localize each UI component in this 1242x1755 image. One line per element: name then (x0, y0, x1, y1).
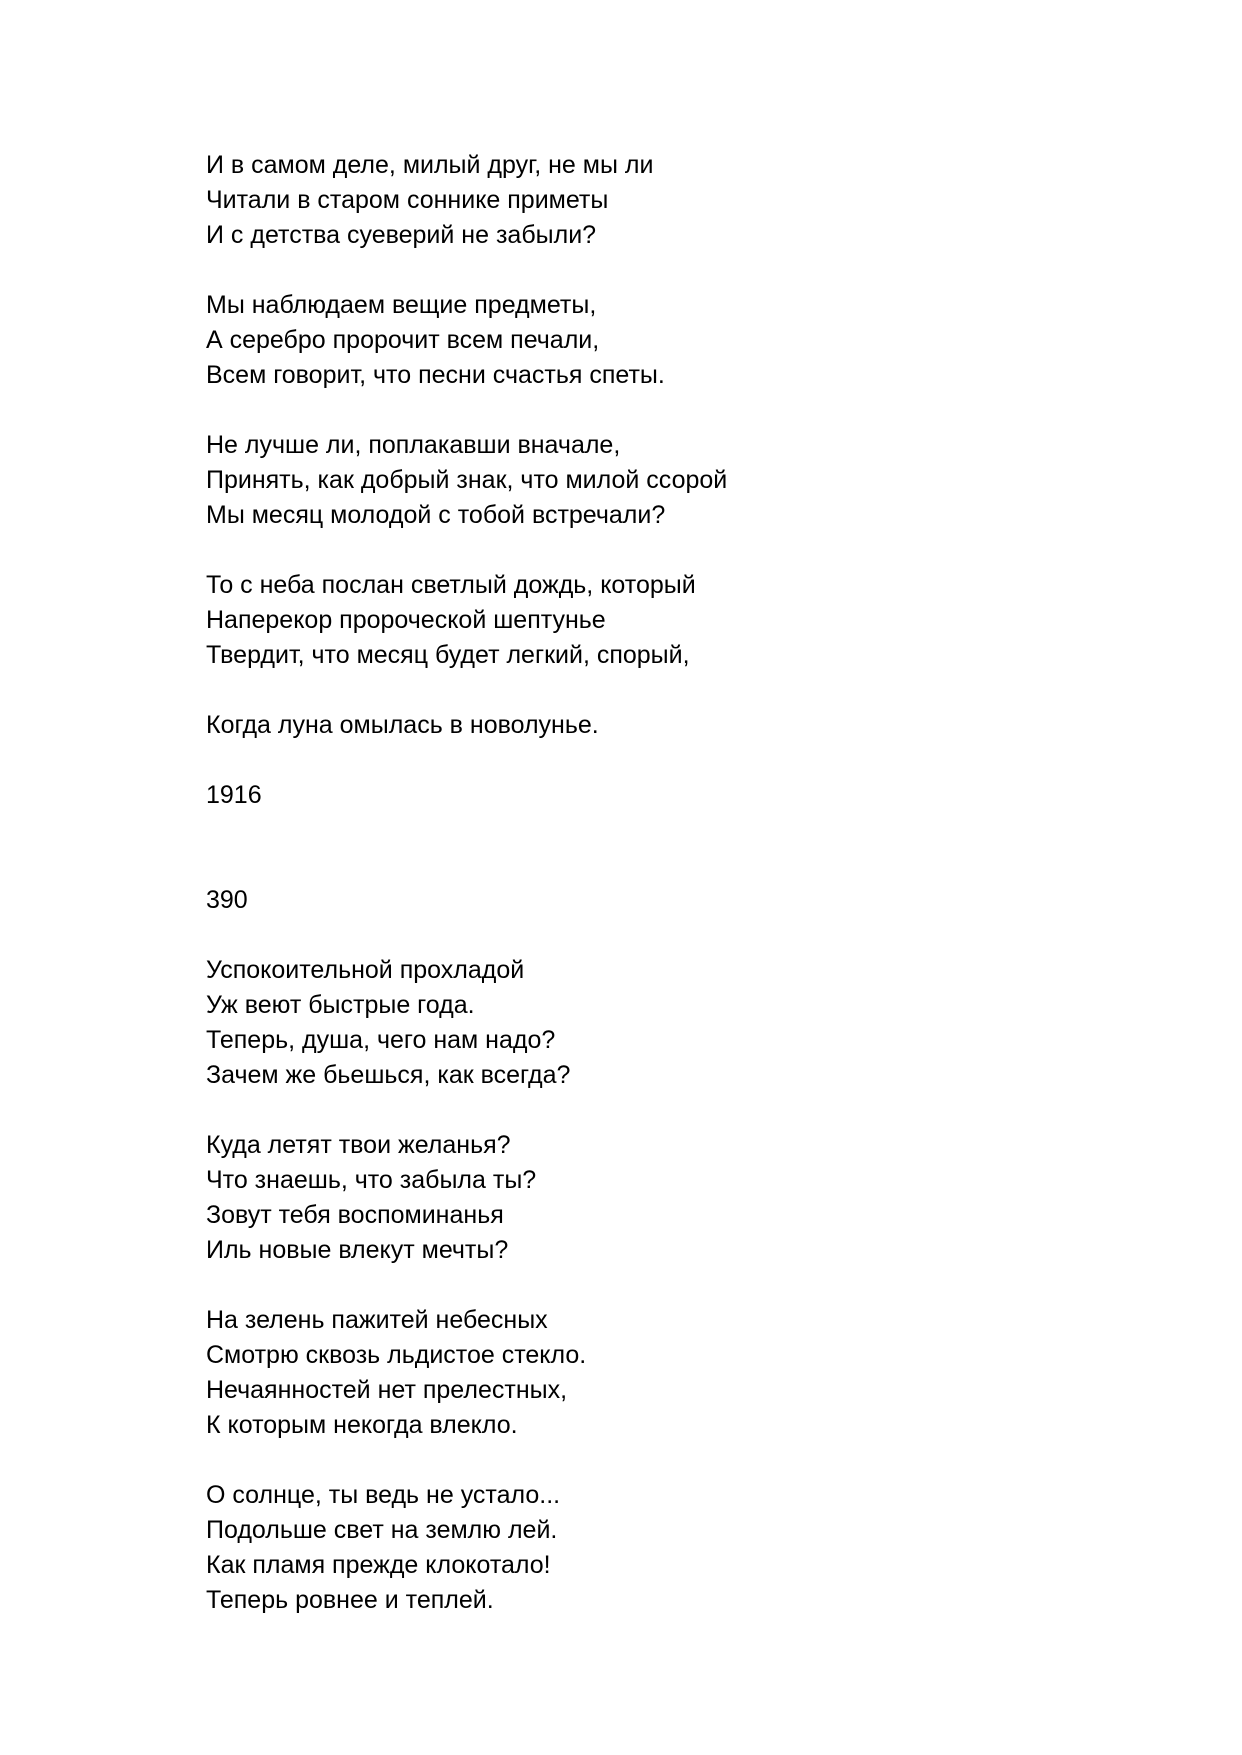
verse-line: Нечаянностей нет прелестных, (206, 1376, 568, 1404)
poem2-stanza-3 (206, 1303, 1106, 1443)
verse-line: То с неба послан светлый дождь, который (206, 571, 696, 599)
verse-line: О солнце, ты ведь не устало... (206, 1481, 561, 1509)
verse-line: Зачем же бьешься, как всегда? (206, 1061, 571, 1089)
verse-line: Когда луна омылась в новолунье. (206, 711, 599, 739)
verse-line: Смотрю сквозь льдистое стекло. (206, 1341, 587, 1369)
verse-line: К которым некогда влекло. (206, 1411, 518, 1439)
poem2-stanza-1 (206, 953, 1106, 1093)
verse-line: Подольше свет на землю лей. (206, 1516, 558, 1544)
verse-line: Теперь, душа, чего нам надо? (206, 1026, 556, 1054)
verse-line: Твердит, что месяц будет легкий, спорый, (206, 641, 690, 669)
verse-line: Наперекор пророческой шептунье (206, 606, 606, 634)
verse-line: Читали в старом соннике приметы (206, 186, 609, 214)
verse-line: И с детства суеверий не забыли? (206, 221, 597, 249)
text-column (206, 148, 1106, 1653)
poem-separator (206, 813, 1106, 883)
verse-line: Уж веют быстрые года. (206, 991, 475, 1019)
verse-line: Успокоительной прохладой (206, 956, 525, 984)
verse-line: Как пламя прежде клокотало! (206, 1551, 551, 1579)
verse-line: Теперь ровнее и теплей. (206, 1586, 494, 1614)
poem1-stanza-3 (206, 428, 1106, 533)
verse-line: Принять, как добрый знак, что милой ссорой (206, 466, 728, 494)
verse-line: Куда летят твои желанья? (206, 1131, 511, 1159)
poem2-stanza-4 (206, 1478, 1106, 1618)
verse-line: Всем говорит, что песни счастья спеты. (206, 361, 665, 389)
poem1-stanza-1 (206, 148, 1106, 253)
verse-line: А серебро пророчит всем печали, (206, 326, 600, 354)
verse-line: Иль новые влекут мечты? (206, 1236, 509, 1264)
verse-line: Мы месяц молодой с тобой встречали? (206, 501, 666, 529)
poem1-year: 1916 (206, 781, 262, 809)
verse-line: Зовут тебя воспоминанья (206, 1201, 504, 1229)
verse-line: Не лучше ли, поплакавши вначале, (206, 431, 621, 459)
verse-line: На зелень пажитей небесных (206, 1306, 548, 1334)
poem2-stanza-2 (206, 1128, 1106, 1268)
poem1-stanza-2 (206, 288, 1106, 393)
poem1-stanza-4 (206, 568, 1106, 673)
poem2-number: 390 (206, 886, 248, 914)
verse-line: Мы наблюдаем вещие предметы, (206, 291, 597, 319)
verse-line: Что знаешь, что забыла ты? (206, 1166, 537, 1194)
poem1-stanza-5 (206, 708, 1106, 743)
verse-line: И в самом деле, милый друг, не мы ли (206, 151, 654, 179)
